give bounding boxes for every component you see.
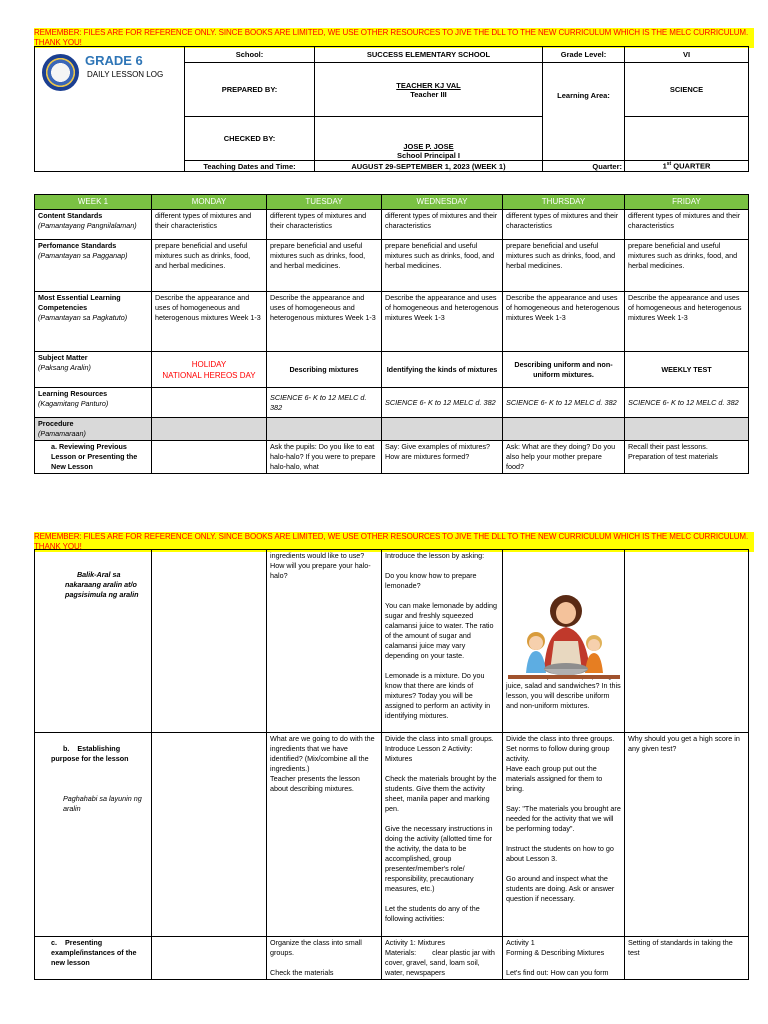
cell-text: juice, salad and sandwiches? In this lesson, you will describe uniform and non-uniform mixtures. (506, 681, 621, 710)
day-header-wednesday: WEDNESDAY (382, 195, 503, 210)
deped-seal-icon (42, 54, 79, 91)
label-sub: (Pamantayang Pangnilalaman) (38, 221, 137, 230)
resource-text: SCIENCE 6- K to 12 MELC d. 382 (267, 388, 382, 418)
checked-name: JOSE P. JOSE (403, 142, 454, 151)
label-text: Learning Resources (38, 389, 108, 398)
day-header-friday: FRIDAY (625, 195, 749, 210)
purpose-row (35, 733, 749, 937)
empty-cell (152, 733, 267, 937)
cell-text: Describe the appearance and uses of homogeneous and heterogenous mixtures Week 1-3 (152, 292, 267, 352)
thursday-cell (503, 550, 625, 733)
row-label (35, 388, 152, 418)
prepared-label: PREPARED BY: (185, 63, 315, 117)
grade-title: GRADE 6 (85, 53, 143, 68)
dates-value: AUGUST 29-SEPTEMBER 1, 2023 (WEEK 1) (315, 161, 543, 172)
performance-standards-row (35, 240, 749, 292)
checked-cell (315, 117, 543, 161)
quarter-label: Quarter: (543, 161, 625, 172)
label-text: b. Establishing purpose for the lesson (51, 744, 129, 763)
label-sub: (Pamantayan sa Pagkatuto) (38, 313, 128, 322)
cell-text: Activity 1 Forming & Describing Mixtures Let's find out: How can you form (503, 937, 625, 980)
empty-cell (152, 418, 267, 441)
cell-text: Describe the appearance and uses of homogeneous and heterogenous mixtures Week 1-3 (267, 292, 382, 352)
cell-text: Divide the class into small groups. Introduce Lesson 2 Activity: Mixtures Check the materials brought by the students. Give them the activity sheet, manila paper and marking pen. Give the necessary instructions in doing the activity (allotted time for the activity, the data to be accomplished, group presenter/member's role/ responsibility, precautionary measures, etc.) Let the students do any of the following activities: (382, 733, 503, 937)
review-row (35, 441, 749, 474)
day-header-tuesday: TUESDAY (267, 195, 382, 210)
row-label (35, 418, 152, 441)
topic-thursday: Describing uniform and non-uniform mixtures. (503, 352, 625, 388)
mother-children-cooking-illustration (508, 571, 620, 659)
cell-text: Why should you get a high score in any given test? (625, 733, 749, 937)
topic-friday: WEEKLY TEST (625, 352, 749, 388)
cell-text: Describe the appearance and uses of homogeneous and heterogenous mixtures Week 1-3 (382, 292, 503, 352)
lesson-table-continued (34, 549, 749, 980)
cell-text: different types of mixtures and their characteristics (625, 210, 749, 240)
label-text: Content Standards (38, 211, 103, 220)
holiday-text: HOLIDAY (191, 359, 227, 369)
learning-resources-row (35, 388, 749, 418)
checked-label: CHECKED BY: (185, 117, 315, 161)
learning-area-value: SCIENCE (625, 63, 749, 117)
row-label (35, 292, 152, 352)
row-label (35, 240, 152, 292)
procedure-row (35, 418, 749, 441)
school-name: SUCCESS ELEMENTARY SCHOOL (315, 47, 543, 63)
empty-cell (152, 937, 267, 980)
cell-text: ingredients would like to use? How will you prepare your halo-halo? (267, 550, 382, 733)
cell-text: Ask the pupils: Do you like to eat halo-halo? If you were to prepare halo-halo, what (267, 441, 382, 474)
subject-matter-row (35, 352, 749, 388)
empty-cell (625, 418, 749, 441)
cell-text: Organize the class into small groups. Check the materials (267, 937, 382, 980)
empty-cell (503, 418, 625, 441)
school-label: School: (185, 47, 315, 63)
cell-text: Describe the appearance and uses of homogeneous and heterogenous mixtures Week 1-3 (503, 292, 625, 352)
label-sub: (Pamantayan sa Pagganap) (38, 251, 128, 260)
label-text: Most Essential Learning Competencies (38, 293, 121, 312)
row-label (35, 210, 152, 240)
label-sub: (Kagamitang Panturo) (38, 399, 109, 408)
cell-text: Activity 1: Mixtures Materials: clear plastic jar with cover, gravel, sand, loam soil, water, newspapers (382, 937, 503, 980)
label-filipino: Balik-Aral sa nakaraang aralin at/o pagsisimula ng aralin (65, 570, 139, 599)
cell-text: Recall their past lessons. Preparation of test materials (625, 441, 749, 474)
row-label (35, 352, 152, 388)
empty-cell (152, 550, 267, 733)
empty-cell (152, 388, 267, 418)
cell-text: different types of mixtures and their characteristics (267, 210, 382, 240)
row-label (35, 733, 152, 937)
resource-text: SCIENCE 6- K to 12 MELC d. 382 (503, 388, 625, 418)
cell-text: different types of mixtures and their characteristics (152, 210, 267, 240)
label-sub: (Pamamaraan) (38, 429, 86, 438)
quarter-text: QUARTER (671, 161, 711, 171)
illustration-image (508, 591, 620, 679)
empty-cell (625, 117, 749, 161)
learning-area-label-cell (543, 63, 625, 161)
dll-title: DAILY LESSON LOG (87, 70, 164, 79)
topic-wednesday: Identifying the kinds of mixtures (382, 352, 503, 388)
holiday-cell (152, 352, 267, 388)
day-header-thursday: THURSDAY (503, 195, 625, 210)
dates-label: Teaching Dates and Time: (185, 161, 315, 172)
grade-level-value: VI (625, 47, 749, 63)
topic-tuesday: Describing mixtures (267, 352, 382, 388)
prepared-name: TEACHER KJ VAL (396, 80, 461, 90)
week-header: WEEK 1 (35, 195, 152, 210)
cell-text: prepare beneficial and useful mixtures such as drinks, food, and herbal medicines. (267, 240, 382, 292)
cell-text: Describe the appearance and uses of homogeneous and heterogenous mixtures Week 1-3 (625, 292, 749, 352)
cell-text: different types of mixtures and their characteristics (382, 210, 503, 240)
cell-text: Setting of standards in taking the test (625, 937, 749, 980)
label-sub: (Paksang Aralin) (38, 363, 91, 372)
review-row-continued (35, 550, 749, 733)
quarter-suffix: st (666, 161, 672, 168)
logo-cell (35, 47, 185, 172)
resource-text: SCIENCE 6- K to 12 MELC d. 382 (625, 388, 749, 418)
prepared-position: Teacher III (410, 89, 447, 99)
learning-area-label: Learning Area: (557, 91, 610, 100)
cell-text: Divide the class into three groups. Set norms to follow during group activity. Have each group put out the materials assigned for them to bring. Say: "The materials you brought are needed for the activity that we will be performing today". Instruct the students on how to go about Lesson 3. Go around and inspect what the students are doing. Ask or answer question if necessary. (503, 733, 625, 937)
cell-text: different types of mixtures and their characteristics (503, 210, 625, 240)
cell-text: prepare beneficial and useful mixtures such as drinks, food, and herbal medicines. (625, 240, 749, 292)
empty-cell (267, 418, 382, 441)
cell-text: prepare beneficial and useful mixtures such as drinks, food, and herbal medicines. (382, 240, 503, 292)
label-text: Procedure (38, 419, 74, 428)
days-header-row (35, 195, 749, 210)
holiday-name: NATIONAL HEREOS DAY (162, 370, 256, 380)
resource-text: SCIENCE 6- K to 12 MELC d. 382 (382, 388, 503, 418)
empty-cell (152, 441, 267, 474)
row-label (35, 550, 152, 733)
cell-text: prepare beneficial and useful mixtures such as drinks, food, and herbal medicines. (152, 240, 267, 292)
checked-position: School Principal I (397, 151, 460, 160)
grade-level-label: Grade Level: (543, 47, 625, 63)
cell-text: prepare beneficial and useful mixtures such as drinks, food, and herbal medicines. (503, 240, 625, 292)
content-standards-row (35, 210, 749, 240)
header-table (34, 46, 749, 172)
label-text: Subject Matter (38, 353, 88, 362)
reference-banner: REMEMBER: FILES ARE FOR REFERENCE ONLY. SINCE BOOKS ARE LIMITED, WE USE OTHER RESOURCES TO JIVE THE DLL TO THE NEW CURRICULUM WHICH IS THE MELC CURRICULUM. THANK YOU! (34, 532, 754, 552)
prepared-cell (315, 63, 543, 117)
quarter-value (625, 161, 749, 172)
label-filipino: Paghahabi sa layunin ng aralin (63, 794, 144, 813)
empty-cell (625, 550, 749, 733)
empty-cell (382, 418, 503, 441)
cell-text: Say: Give examples of mixtures? How are mixtures formed? (382, 441, 503, 474)
cell-text: Introduce the lesson by asking: Do you know how to prepare lemonade? You can make lemonade by adding sugar and freshly squeezed calamansi juice to water. The ratio of the amount of sugar and calamansi juice may vary depending on your taste. Lemonade is a mixture. Do you know that there are kinds of mixtures? Today you will be assigned to perform an activity in identifying mixtures. (382, 550, 503, 733)
reference-banner: REMEMBER: FILES ARE FOR REFERENCE ONLY. SINCE BOOKS ARE LIMITED, WE USE OTHER RESOURCES TO JIVE THE DLL TO THE NEW CURRICULUM WHICH IS THE MELC CURRICULUM. THANK YOU! (34, 28, 754, 48)
lesson-table (34, 194, 749, 474)
cell-text: What are we going to do with the ingredients that we have identified? (Mix/combine all the ingredients.) Teacher presents the lesson about describing mixtures. (267, 733, 382, 937)
quarter-number: 1 (662, 161, 667, 171)
row-label: c. Presenting example/instances of the new lesson (35, 937, 152, 980)
label-text: Perfomance Standards (38, 241, 117, 250)
row-label: a. Reviewing Previous Lesson or Presenting the New Lesson (35, 441, 152, 474)
day-header-monday: MONDAY (152, 195, 267, 210)
presenting-row (35, 937, 749, 980)
competencies-row (35, 292, 749, 352)
cell-text: Ask: What are they doing? Do you also help your mother prepare food? (503, 441, 625, 474)
